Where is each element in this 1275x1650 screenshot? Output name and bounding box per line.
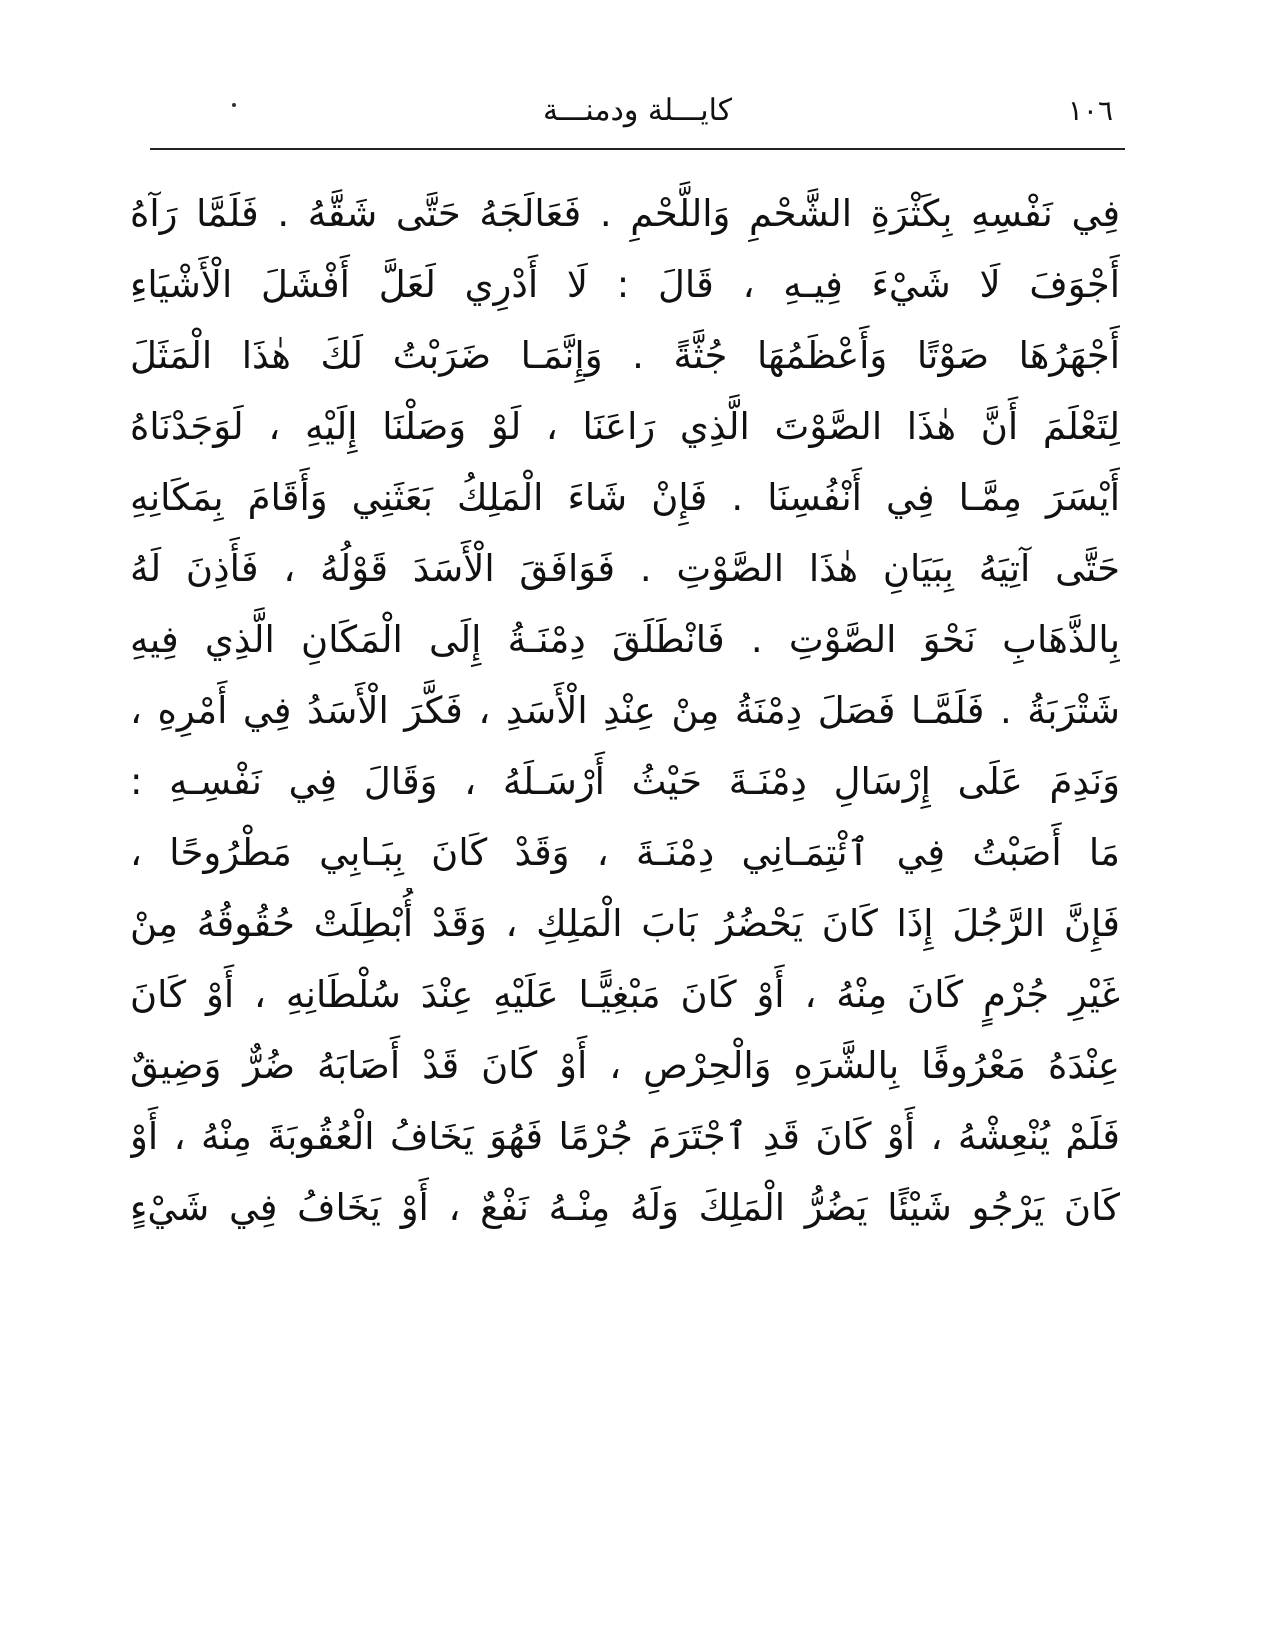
text-line: عِنْدَهُ مَعْرُوفًا بِالشَّرَهِ وَالْحِرْصِ ، أَوْ كَانَ قَدْ أَصَابَهُ ضُرٌّ وَضِيقٌ — [130, 1044, 1120, 1087]
page-number: ١٠٦ — [1067, 94, 1113, 127]
text-line: فَلَمْ يُنْعِشْهُ ، أَوْ كَانَ قَدِ ٱجْتَرَمَ جُرْمًا فَهُوَ يَخَافُ الْعُقُوبَةَ مِنْهُ ، أَوْ — [130, 1115, 1120, 1158]
text-line: مَا أَصَبْتُ فِي ٱئْتِمَـانِي دِمْنَـةَ ، وَقَدْ كَانَ بِبَـابِي مَطْرُوحًا ، — [130, 831, 1120, 874]
text-line: غَيْرِ جُرْمٍ كَانَ مِنْهُ ، أَوْ كَانَ مَبْغِيًّـا عَلَيْهِ عِنْدَ سُلْطَانِهِ ، أَوْ كَانَ — [130, 973, 1120, 1016]
running-title: كايـــلة ودمنـــة — [542, 93, 733, 128]
text-line: كَانَ يَرْجُو شَيْئًا يَضُرُّ الْمَلِكَ وَلَهُ مِنْـهُ نَفْعٌ ، أَوْ يَخَافُ فِي شَيْءٍ — [130, 1186, 1120, 1229]
header-rule — [150, 148, 1125, 150]
text-line: أَجْوَفَ لَا شَيْءَ فِيـهِ ، قَالَ : لَا أَدْرِي لَعَلَّ أَفْشَلَ الْأَشْيَاءِ — [130, 263, 1120, 306]
text-line: أَيْسَرَ مِمَّـا فِي أَنْفُسِنَا . فَإِنْ شَاءَ الْمَلِكُ بَعَثَنِي وَأَقَامَ بِمَكَانِهِ — [130, 476, 1120, 519]
text-line: شَتْرَبَةُ . فَلَمَّـا فَصَلَ دِمْنَةُ مِنْ عِنْدِ الْأَسَدِ ، فَكَّرَ الْأَسَدُ فِي أَمْرِهِ ، — [130, 689, 1120, 732]
text-line: حَتَّى آتِيَهُ بِبَيَانِ هٰذَا الصَّوْتِ . فَوَافَقَ الْأَسَدَ قَوْلُهُ ، فَأَذِنَ لَهُ — [130, 547, 1120, 590]
page-header — [150, 85, 1125, 145]
body-text — [130, 178, 1120, 1243]
text-line: وَنَدِمَ عَلَى إِرْسَالِ دِمْنَـةَ حَيْثُ أَرْسَـلَهُ ، وَقَالَ فِي نَفْسِـهِ : — [130, 760, 1120, 803]
text-line: أَجْهَرُهَا صَوْتًا وَأَعْظَمُهَا جُثَّةً . وَإِنَّمَـا ضَرَبْتُ لَكَ هٰذَا الْمَثَلَ — [130, 334, 1120, 377]
text-line: فِي نَفْسِهِ بِكَثْرَةِ الشَّحْمِ وَاللَّحْمِ . فَعَالَجَهُ حَتَّى شَقَّهُ . فَلَمَّا رَآهُ — [130, 192, 1120, 235]
text-line: فَإِنَّ الرَّجُلَ إِذَا كَانَ يَحْضُرُ بَابَ الْمَلِكِ ، وَقَدْ أُبْطِلَتْ حُقُوقُهُ مِنْ — [130, 902, 1120, 945]
text-line: لِتَعْلَمَ أَنَّ هٰذَا الصَّوْتَ الَّذِي رَاعَنَا ، لَوْ وَصَلْنَا إِلَيْهِ ، لَوَجَدْنَاهُ — [130, 405, 1120, 448]
text-line: بِالذَّهَابِ نَحْوَ الصَّوْتِ . فَانْطَلَقَ دِمْنَـةُ إِلَى الْمَكَانِ الَّذِي فِيهِ — [130, 618, 1120, 661]
